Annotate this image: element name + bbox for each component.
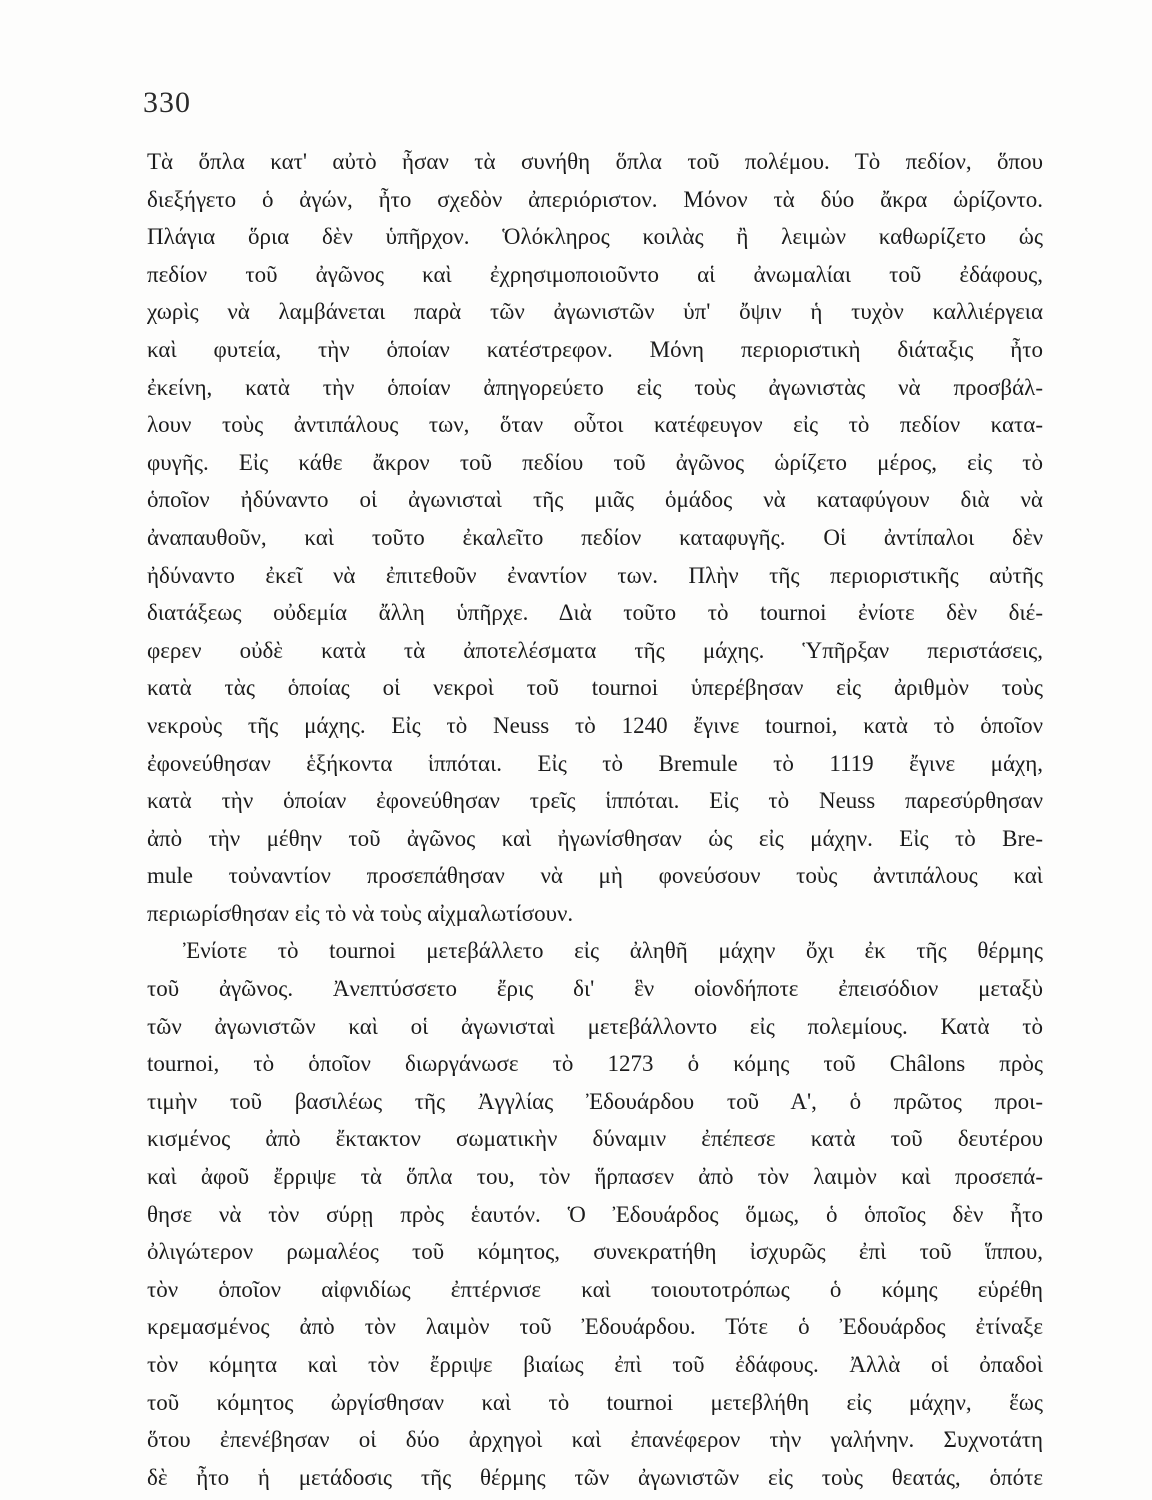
text-line: τοῦ ἀγῶνος. Ἀνεπτύσσετο ἔρις δι' ἓν οἱονδήποτε ἐπεισόδιον μεταξὺ xyxy=(147,976,1043,1002)
paragraph-first-line: Ἐνίοτε τὸ tournoi μετεβάλλετο εἰς ἀληθῆ μάχην ὄχι ἐκ τῆς θέρμης xyxy=(183,938,1043,964)
text-line: κρεμασμένος ἀπὸ τὸν λαιμὸν τοῦ Ἐδουάρδου. Τότε ὁ Ἐδουάρδος ἐτίναξε xyxy=(147,1314,1043,1340)
text-line: δὲ ἦτο ἡ μετάδοσις τῆς θέρμης τῶν ἀγωνιστῶν εἰς τοὺς θεατάς, ὁπότε xyxy=(147,1464,1043,1490)
text-line: τὸν κόμητα καὶ τὸν ἔρριψε βιαίως ἐπὶ τοῦ ἐδάφους. Ἀλλὰ οἱ ὀπαδοὶ xyxy=(147,1352,1043,1377)
text-line: mule τοὐναντίον προσεπάθησαν νὰ μὴ φονεύσουν τοὺς ἀντιπάλους καὶ xyxy=(147,863,1043,889)
text-line: καὶ φυτεία, τὴν ὁποίαν κατέστρεφον. Μόνη περιοριστικὴ διάταξις ἦτο xyxy=(147,336,1043,362)
text-line: κατὰ τὰς ὁποίας οἱ νεκροὶ τοῦ tournoi ὑπερέβησαν εἰς ἀριθμὸν τοὺς xyxy=(147,675,1043,701)
text-line: χωρὶς νὰ λαμβάνεται παρὰ τῶν ἀγωνιστῶν ὑπ' ὄψιν ἡ τυχὸν καλλιέργεια xyxy=(147,299,1043,325)
text-line: tournoi, τὸ ὁποῖον διωργάνωσε τὸ 1273 ὁ κόμης τοῦ Châlons πρὸς xyxy=(147,1051,1043,1077)
text-line: τὸν ὁποῖον αἰφνιδίως ἐπτέρνισε καὶ τοιουτοτρόπως ὁ κόμης εὑρέθη xyxy=(147,1276,1043,1302)
text-line: Τὰ ὅπλα κατ' αὐτὸ ἦσαν τὰ συνήθη ὅπλα τοῦ πολέμου. Τὸ πεδίον, ὅπου xyxy=(147,149,1043,174)
text-line: κισμένος ἀπὸ ἔκτακτον σωματικὴν δύναμιν ἐπέπεσε κατὰ τοῦ δευτέρου xyxy=(147,1126,1043,1152)
text-line: φερεν οὐδὲ κατὰ τὰ ἀποτελέσματα τῆς μάχης. Ὑπῆρξαν περιστάσεις, xyxy=(147,637,1043,663)
body-text xyxy=(147,143,1043,1496)
text-line: ἐκείνη, κατὰ τὴν ὁποίαν ἀπηγορεύετο εἰς τοὺς ἀγωνιστὰς νὰ προσβάλ- xyxy=(147,374,1043,400)
text-line: ὅτου ἐπενέβησαν οἱ δύο ἀρχηγοὶ καὶ ἐπανέφερον τὴν γαλήνην. Συχνοτάτη xyxy=(147,1427,1043,1453)
text-line: τῶν ἀγωνιστῶν καὶ οἱ ἀγωνισταὶ μετεβάλλοντο εἰς πολεμίους. Κατὰ τὸ xyxy=(147,1013,1043,1039)
text-line: Πλάγια ὅρια δὲν ὑπῆρχον. Ὁλόκληρος κοιλὰς ἢ λειμὼν καθωρίζετο ὡς xyxy=(147,224,1043,250)
paragraph-last-line: περιωρίσθησαν εἰς τὸ νὰ τοὺς αἰχμαλωτίσουν. xyxy=(147,900,574,926)
text-line: ὀλιγώτερον ρωμαλέος τοῦ κόμητος, συνεκρατήθη ἰσχυρῶς ἐπὶ τοῦ ἵππου, xyxy=(147,1239,1043,1265)
text-line: νεκροὺς τῆς μάχης. Εἰς τὸ Neuss τὸ 1240 ἔγινε tournoi, κατὰ τὸ ὁποῖον xyxy=(147,712,1043,738)
text-line: ἐφονεύθησαν ἑξήκοντα ἱππόται. Εἰς τὸ Bremule τὸ 1119 ἔγινε μάχη, xyxy=(147,750,1043,776)
text-line: θησε νὰ τὸν σύρῃ πρὸς ἑαυτόν. Ὁ Ἐδουάρδος ὅμως, ὁ ὁποῖος δὲν ἦτο xyxy=(147,1201,1043,1227)
text-line: ἀναπαυθοῦν, καὶ τοῦτο ἐκαλεῖτο πεδίον καταφυγῆς. Οἱ ἀντίπαλοι δὲν xyxy=(147,524,1043,550)
text-line: κατὰ τὴν ὁποίαν ἐφονεύθησαν τρεῖς ἱππόται. Εἰς τὸ Neuss παρεσύρθησαν xyxy=(147,788,1043,814)
text-line: τιμὴν τοῦ βασιλέως τῆς Ἀγγλίας Ἐδουάρδου τοῦ Α', ὁ πρῶτος προι- xyxy=(147,1088,1043,1114)
text-line: πεδίον τοῦ ἀγῶνος καὶ ἐχρησιμοποιοῦντο αἱ ἀνωμαλίαι τοῦ ἐδάφους, xyxy=(147,261,1043,287)
page-number: 330 xyxy=(143,86,191,119)
text-line: διεξήγετο ὁ ἀγών, ἦτο σχεδὸν ἀπεριόριστον. Μόνον τὰ δύο ἄκρα ὡρίζοντο. xyxy=(147,186,1043,212)
text-line: ἀπὸ τὴν μέθην τοῦ ἀγῶνος καὶ ἠγωνίσθησαν ὡς εἰς μάχην. Εἰς τὸ Bre- xyxy=(147,825,1043,851)
text-line: καὶ ἀφοῦ ἔρριψε τὰ ὅπλα του, τὸν ἥρπασεν ἀπὸ τὸν λαιμὸν καὶ προσεπά- xyxy=(147,1164,1043,1190)
text-line: λουν τοὺς ἀντιπάλους των, ὅταν οὗτοι κατέφευγον εἰς τὸ πεδίον κατα- xyxy=(147,412,1043,438)
text-line: διατάξεως οὐδεμία ἄλλη ὑπῆρχε. Διὰ τοῦτο τὸ tournoi ἐνίοτε δὲν διέ- xyxy=(147,600,1043,626)
text-line: ὁποῖον ἠδύναντο οἱ ἀγωνισταὶ τῆς μιᾶς ὁμάδος νὰ καταφύγουν διὰ νὰ xyxy=(147,487,1043,513)
text-line: φυγῆς. Εἰς κάθε ἄκρον τοῦ πεδίου τοῦ ἀγῶνος ὡρίζετο μέρος, εἰς τὸ xyxy=(147,449,1043,475)
text-line: τοῦ κόμητος ὠργίσθησαν καὶ τὸ tournoi μετεβλήθη εἰς μάχην, ἕως xyxy=(147,1389,1043,1415)
text-line: ἠδύναντο ἐκεῖ νὰ ἐπιτεθοῦν ἐναντίον των. Πλὴν τῆς περιοριστικῆς αὐτῆς xyxy=(147,562,1043,588)
